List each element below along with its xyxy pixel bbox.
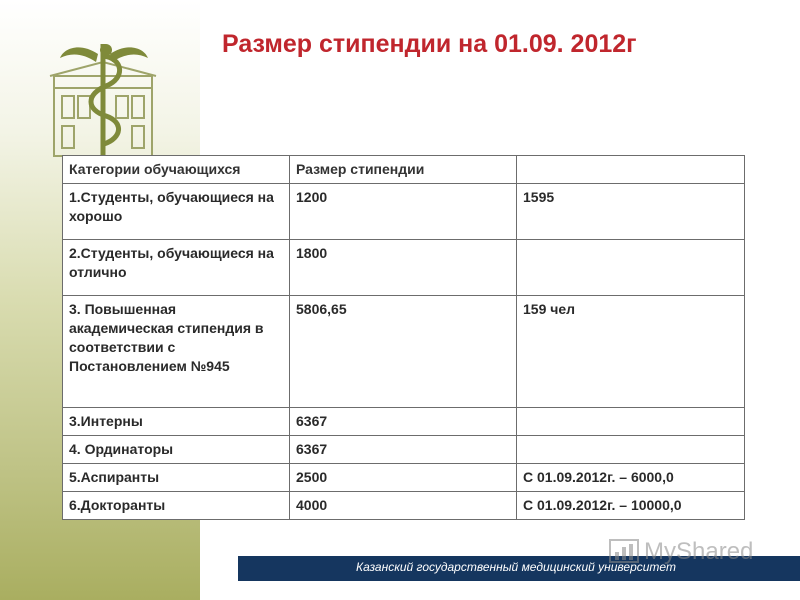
category-cell: 2.Студенты, обучающиеся на отлично bbox=[63, 240, 290, 296]
header-cell: Категории обучающихся bbox=[63, 156, 290, 184]
note-cell: 159 чел bbox=[517, 296, 745, 408]
table-row bbox=[63, 436, 745, 464]
category-cell: 4. Ординаторы bbox=[63, 436, 290, 464]
scholarship-table bbox=[62, 155, 745, 520]
table-row bbox=[63, 464, 745, 492]
watermark-chart-icon bbox=[608, 536, 640, 568]
amount-cell: 4000 bbox=[290, 492, 517, 520]
amount-cell: 2500 bbox=[290, 464, 517, 492]
category-cell: 6.Докторанты bbox=[63, 492, 290, 520]
note-cell bbox=[517, 436, 745, 464]
amount-cell: 1800 bbox=[290, 240, 517, 296]
category-cell: 3.Интерны bbox=[63, 408, 290, 436]
note-cell: 1595 bbox=[517, 184, 745, 240]
watermark bbox=[608, 536, 778, 570]
table-row bbox=[63, 296, 745, 408]
note-cell: С 01.09.2012г. – 10000,0 bbox=[517, 492, 745, 520]
amount-cell: 5806,65 bbox=[290, 296, 517, 408]
table-row bbox=[63, 240, 745, 296]
category-cell: 1.Студенты, обучающиеся на хорошо bbox=[63, 184, 290, 240]
note-cell bbox=[517, 240, 745, 296]
table-row bbox=[63, 408, 745, 436]
header-cell bbox=[517, 156, 745, 184]
table-row bbox=[63, 492, 745, 520]
watermark-text: MyShared bbox=[644, 538, 754, 565]
amount-cell: 1200 bbox=[290, 184, 517, 240]
amount-cell: 6367 bbox=[290, 408, 517, 436]
university-logo-icon bbox=[48, 38, 158, 168]
footer-university-name: Казанский государственный медицинский университет bbox=[356, 560, 676, 574]
slide-title: Размер стипендии на 01.09. 2012г bbox=[222, 30, 637, 58]
table-header-row bbox=[63, 156, 745, 184]
header-cell: Размер стипендии bbox=[290, 156, 517, 184]
category-cell: 5.Аспиранты bbox=[63, 464, 290, 492]
note-cell bbox=[517, 408, 745, 436]
table-row bbox=[63, 184, 745, 240]
category-cell: 3. Повышенная академическая стипендия в соответствии с Постановлением №945 bbox=[63, 296, 290, 408]
amount-cell: 6367 bbox=[290, 436, 517, 464]
note-cell: С 01.09.2012г. – 6000,0 bbox=[517, 464, 745, 492]
